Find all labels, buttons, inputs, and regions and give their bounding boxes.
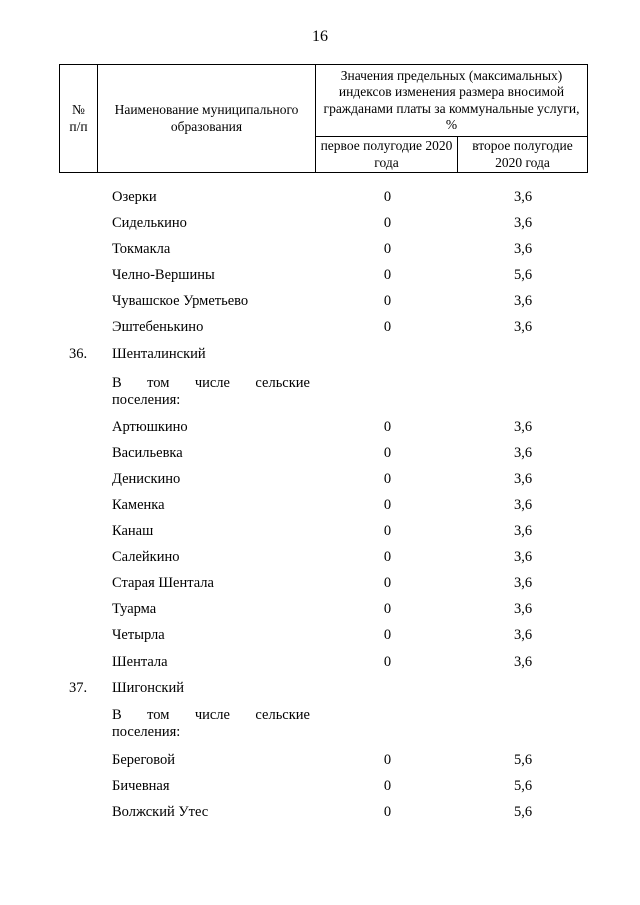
value-half2: 3,6 bbox=[513, 654, 533, 670]
value-half2: 3,6 bbox=[513, 445, 533, 461]
value-half1: 0 bbox=[383, 654, 392, 670]
value-half2: 3,6 bbox=[513, 627, 533, 643]
header-values: Значения предельных (максимальных) индексов изменения размера вносимой гражданами платы за коммунальные услуги, % bbox=[316, 65, 588, 137]
settlement-name: Береговой bbox=[112, 752, 176, 768]
value-half1: 0 bbox=[383, 419, 392, 435]
settlement-name: Токмакла bbox=[112, 241, 171, 257]
value-half2: 5,6 bbox=[513, 778, 533, 794]
subheading-word: сельские bbox=[255, 707, 310, 723]
district-number: 36. bbox=[69, 346, 88, 362]
subheading-word: числе bbox=[194, 707, 230, 723]
settlement-name: Салейкино bbox=[112, 549, 180, 565]
value-half1: 0 bbox=[383, 471, 392, 487]
subheading-line2: поселения: bbox=[112, 724, 181, 741]
value-half1: 0 bbox=[383, 778, 392, 794]
settlement-name: Чувашское Урметьево bbox=[112, 293, 249, 309]
value-half1: 0 bbox=[383, 627, 392, 643]
value-half2: 3,6 bbox=[513, 549, 533, 565]
settlement-name: Бичевная bbox=[112, 778, 170, 794]
subheading-line2: поселения: bbox=[112, 392, 181, 409]
value-half1: 0 bbox=[383, 241, 392, 257]
subheading-word: числе bbox=[194, 375, 230, 391]
value-half2: 3,6 bbox=[513, 471, 533, 487]
value-half2: 5,6 bbox=[513, 752, 533, 768]
value-half2: 3,6 bbox=[513, 419, 533, 435]
value-half1: 0 bbox=[383, 804, 392, 820]
header-name: Наименование муниципального образования bbox=[98, 65, 316, 173]
value-half2: 3,6 bbox=[513, 601, 533, 617]
value-half2: 3,6 bbox=[513, 497, 533, 513]
value-half1: 0 bbox=[383, 497, 392, 513]
subheading-word: В bbox=[112, 375, 122, 391]
subheading-rural-settlements bbox=[112, 707, 310, 742]
subheading-word: сельские bbox=[255, 375, 310, 391]
value-half1: 0 bbox=[383, 215, 392, 231]
district-number: 37. bbox=[69, 680, 88, 696]
settlement-name: Эштебенькино bbox=[112, 319, 204, 335]
header-half2: второе полугодие 2020 года bbox=[458, 137, 588, 173]
value-half2: 5,6 bbox=[513, 804, 533, 820]
value-half2: 3,6 bbox=[513, 241, 533, 257]
subheading-rural-settlements bbox=[112, 375, 310, 410]
settlement-name: Васильевка bbox=[112, 445, 183, 461]
page-number: 16 bbox=[312, 28, 328, 45]
settlement-name: Артюшкино bbox=[112, 419, 188, 435]
value-half2: 5,6 bbox=[513, 267, 533, 283]
header-half1: первое полугодие 2020 года bbox=[316, 137, 458, 173]
value-half2: 3,6 bbox=[513, 293, 533, 309]
settlement-name: Туарма bbox=[112, 601, 157, 617]
settlement-name: Озерки bbox=[112, 189, 157, 205]
value-half1: 0 bbox=[383, 189, 392, 205]
value-half1: 0 bbox=[383, 549, 392, 565]
settlement-name: Канаш bbox=[112, 523, 154, 539]
value-half2: 3,6 bbox=[513, 319, 533, 335]
settlement-name: Челно-Вершины bbox=[112, 267, 215, 283]
value-half1: 0 bbox=[383, 523, 392, 539]
value-half1: 0 bbox=[383, 445, 392, 461]
subheading-word: В bbox=[112, 707, 122, 723]
value-half2: 3,6 bbox=[513, 189, 533, 205]
table-header bbox=[59, 64, 588, 173]
subheading-word: том bbox=[147, 375, 170, 391]
district-name: Шенталинский bbox=[112, 346, 206, 362]
value-half1: 0 bbox=[383, 752, 392, 768]
subheading-word: том bbox=[147, 707, 170, 723]
value-half1: 0 bbox=[383, 267, 392, 283]
settlement-name: Четырла bbox=[112, 627, 165, 643]
settlement-name: Шентала bbox=[112, 654, 168, 670]
settlement-name: Старая Шентала bbox=[112, 575, 214, 591]
settlement-name: Сиделькино bbox=[112, 215, 187, 231]
value-half2: 3,6 bbox=[513, 523, 533, 539]
header-num: № п/п bbox=[60, 65, 98, 173]
value-half2: 3,6 bbox=[513, 215, 533, 231]
value-half1: 0 bbox=[383, 293, 392, 309]
settlement-name: Денискино bbox=[112, 471, 181, 487]
settlement-name: Волжский Утес bbox=[112, 804, 209, 820]
settlement-name: Каменка bbox=[112, 497, 165, 513]
value-half2: 3,6 bbox=[513, 575, 533, 591]
value-half1: 0 bbox=[383, 319, 392, 335]
district-name: Шигонский bbox=[112, 680, 184, 696]
value-half1: 0 bbox=[383, 601, 392, 617]
value-half1: 0 bbox=[383, 575, 392, 591]
